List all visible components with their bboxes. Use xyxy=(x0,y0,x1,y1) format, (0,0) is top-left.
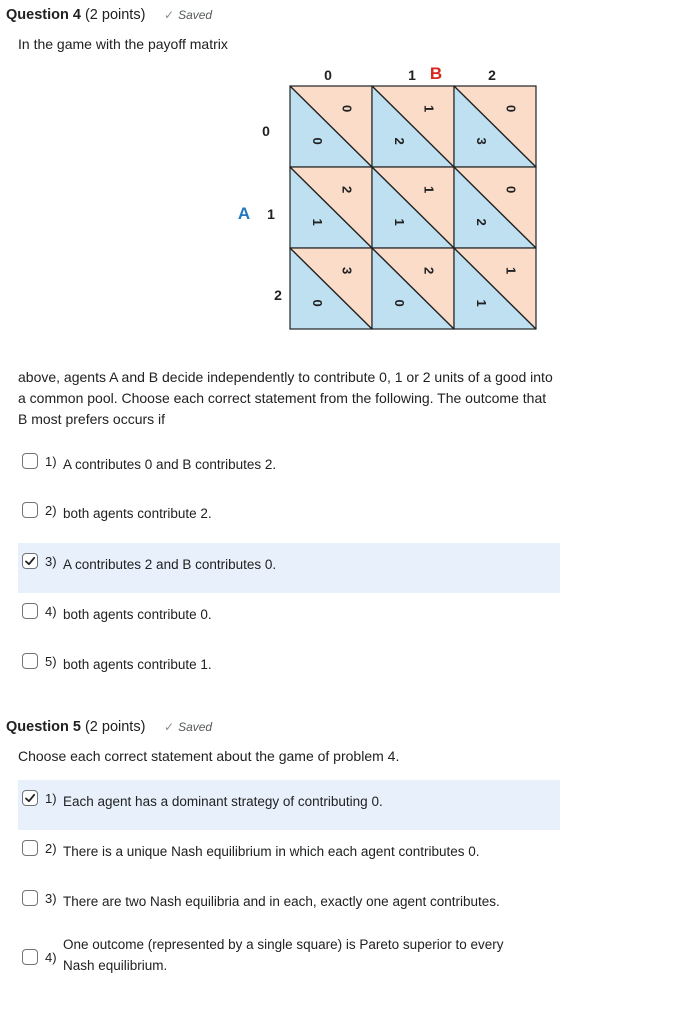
row-label: 2 xyxy=(274,287,282,303)
q4-option-1-checkbox[interactable] xyxy=(22,453,38,469)
player-b-label: B xyxy=(429,64,443,83)
q4-option-2[interactable] xyxy=(18,492,560,542)
question-4-saved-status xyxy=(164,8,212,22)
payoff-a: 1 xyxy=(309,218,325,226)
question-5-points: (2 points) xyxy=(84,719,146,735)
option-text: both agents contribute 0. xyxy=(63,607,212,622)
payoff-a: 3 xyxy=(473,137,489,145)
q4-option-2-checkbox[interactable] xyxy=(22,502,38,518)
option-number: 4) xyxy=(45,950,57,965)
payoff-b: 0 xyxy=(339,105,355,113)
q4-option-3[interactable] xyxy=(18,543,560,593)
option-number: 4) xyxy=(45,604,57,619)
checkmark-icon xyxy=(24,555,36,567)
q4-option-1[interactable] xyxy=(18,443,560,493)
question-4-title xyxy=(6,7,145,23)
option-number: 3) xyxy=(45,554,57,569)
payoff-a: 0 xyxy=(309,137,325,145)
q4-option-5[interactable] xyxy=(18,643,560,693)
payoff-matrix xyxy=(0,55,674,345)
q5-option-1[interactable] xyxy=(18,780,560,830)
row-label: 0 xyxy=(262,123,270,139)
q5-option-3-checkbox[interactable] xyxy=(22,890,38,906)
column-label: 2 xyxy=(488,67,496,83)
question-5-label: Question 5 xyxy=(6,719,81,735)
payoff-b: 0 xyxy=(503,105,519,113)
payoff-a: 2 xyxy=(473,218,489,226)
q4-option-5-checkbox[interactable] xyxy=(22,653,38,669)
q5-option-2-checkbox[interactable] xyxy=(22,840,38,856)
column-label: 1 xyxy=(408,67,416,83)
payoff-b: 1 xyxy=(503,267,519,275)
q5-option-4[interactable] xyxy=(18,930,560,980)
payoff-a: 1 xyxy=(391,218,407,226)
option-text: One outcome (represented by a single square) is Pareto superior to every Nash equilibrium. xyxy=(63,937,504,973)
option-text: both agents contribute 2. xyxy=(63,506,212,521)
saved-check-icon: ✓ xyxy=(164,8,175,22)
saved-label: Saved xyxy=(178,8,213,22)
option-text: Each agent has a dominant strategy of contributing 0. xyxy=(63,794,383,809)
question-5-saved-status xyxy=(164,720,212,734)
payoff-a: 1 xyxy=(473,299,489,307)
payoff-b: 0 xyxy=(503,186,519,194)
saved-label: Saved xyxy=(178,720,213,734)
q5-option-1-checkbox[interactable] xyxy=(22,790,38,806)
option-number: 2) xyxy=(45,841,57,856)
payoff-b: 1 xyxy=(421,105,437,113)
payoff-b: 1 xyxy=(421,186,437,194)
option-text: There is a unique Nash equilibrium in which each agent contributes 0. xyxy=(63,844,480,859)
payoff-a: 0 xyxy=(391,299,407,307)
option-text: both agents contribute 1. xyxy=(63,657,212,672)
player-a-label: A xyxy=(237,204,251,223)
payoff-b: 2 xyxy=(339,186,355,194)
row-label: 1 xyxy=(267,206,275,222)
question-5-title xyxy=(6,719,145,735)
payoff-b: 3 xyxy=(339,267,355,275)
checkmark-icon xyxy=(24,792,36,804)
option-text: There are two Nash equilibria and in each, exactly one agent contributes. xyxy=(63,894,500,909)
q4-option-3-checkbox[interactable] xyxy=(22,553,38,569)
column-label: 0 xyxy=(324,67,332,83)
payoff-a: 2 xyxy=(391,137,407,145)
payoff-a: 0 xyxy=(309,299,325,307)
saved-check-icon: ✓ xyxy=(164,720,175,734)
option-text: A contributes 2 and B contributes 0. xyxy=(63,557,277,572)
option-text: A contributes 0 and B contributes 2. xyxy=(63,457,277,472)
option-number: 1) xyxy=(45,454,57,469)
question-4-label: Question 4 xyxy=(6,7,81,23)
question-4-points: (2 points) xyxy=(84,7,146,23)
question-4-prompt-bottom: above, agents A and B decide independently to contribute 0, 1 or 2 units of a good into a common pool. Choose each correct statement from the following. The outcome that B most prefers occurs if xyxy=(18,369,553,427)
q4-option-4-checkbox[interactable] xyxy=(22,603,38,619)
payoff-b: 2 xyxy=(421,267,437,275)
q5-option-3[interactable] xyxy=(18,880,560,930)
option-number: 2) xyxy=(45,503,57,518)
q4-option-4[interactable] xyxy=(18,593,560,643)
option-number: 1) xyxy=(45,791,57,806)
option-number: 3) xyxy=(45,891,57,906)
question-5-prompt: Choose each correct statement about the game of problem 4. xyxy=(18,748,400,764)
q5-option-4-checkbox[interactable] xyxy=(22,949,38,965)
q5-option-2[interactable] xyxy=(18,830,560,880)
question-4-prompt-top: In the game with the payoff matrix xyxy=(18,36,228,52)
option-number: 5) xyxy=(45,654,57,669)
